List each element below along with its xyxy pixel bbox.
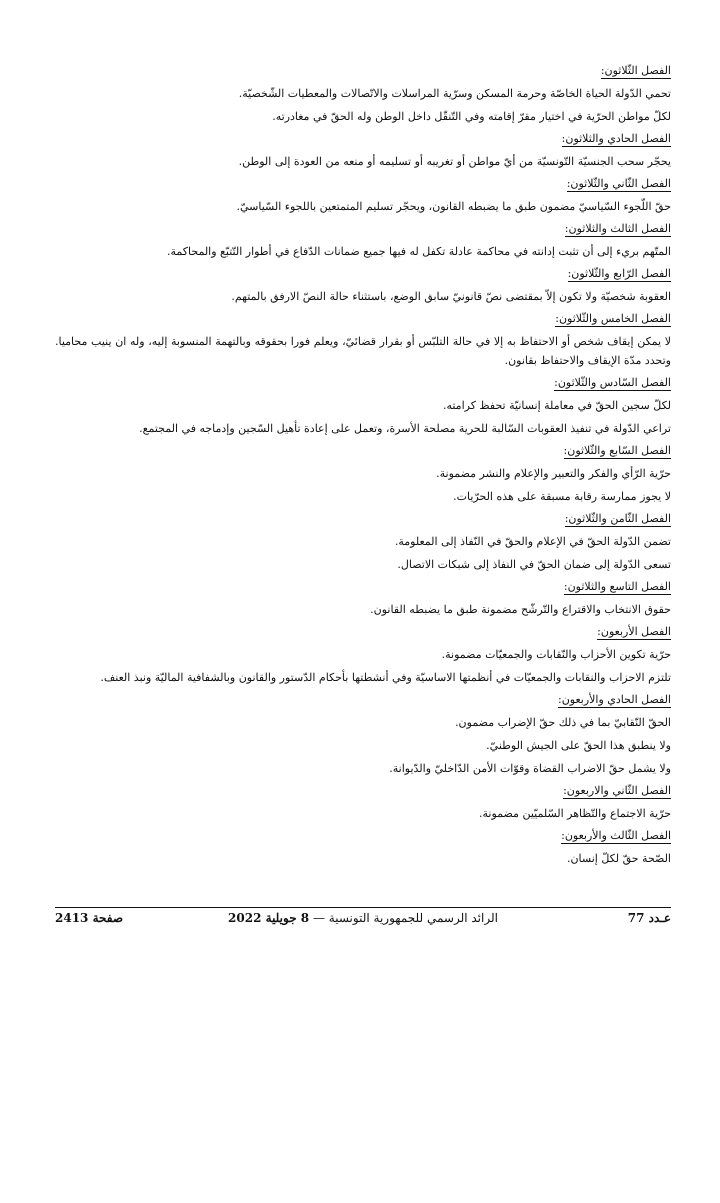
chapter (55, 218, 671, 263)
chapter-title-text: الفصل الثّاني والثّلاثون: (566, 177, 671, 190)
chapter (55, 263, 671, 308)
chapter-paragraph: تحمي الدّولة الحياة الخاصّة وحرمة المسكن وسرّية المراسلات والاتّصالات والمعطيات الشّخصيّة. (238, 87, 671, 100)
chapter (55, 372, 671, 440)
chapter-paragraph: المتّهم بريء إلى أن تثبت إدانته في محاكمة عادلة تكفل له فيها جميع ضمانات الدّفاع في أطوار التّتبّع والمحاكمة. (167, 245, 671, 258)
chapter (55, 576, 671, 621)
chapter-title (55, 308, 671, 330)
chapter-paragraph: ولا يشمل حقّ الاضراب القضاة وقوّات الأمن الدّاخليّ والدّيوانة. (389, 762, 671, 775)
chapter (55, 128, 671, 173)
chapter-title (55, 173, 671, 195)
chapter-paragraph: لكلّ سجين الحقّ في معاملة إنسانيّة تحفظ كرامته. (442, 399, 671, 412)
chapter-paragraph: العقوبة شخصيّة ولا تكون إلاّ بمقتضى نصّ قانونيّ سابق الوضع، باستثناء حالة النصّ الارفق بالمتهم. (231, 290, 671, 303)
gazette-title (228, 911, 498, 925)
page-number: صفحة 2413 (55, 911, 124, 925)
chapter-title-text: الفصل الثّالث والأربعون: (561, 829, 671, 842)
chapter-paragraph: تسعى الدّولة إلى ضمان الحقّ في النفاذ إلى شبكات الاتصال. (397, 558, 671, 571)
chapter-title-text: الفصل الرّابع والثّلاثون: (567, 267, 671, 280)
chapter-title (55, 372, 671, 394)
page-footer (55, 911, 671, 929)
chapter-title (55, 621, 671, 643)
chapter (55, 508, 671, 576)
chapter-title (55, 128, 671, 150)
chapter-title-text: الفصل الثّاني والاربعون: (563, 784, 671, 797)
chapter-title (55, 263, 671, 285)
chapter-title (55, 825, 671, 847)
chapter-title (55, 780, 671, 802)
chapter-paragraph: يحجّر سحب الجنسيّة التّونسيّة من أيّ مواطن أو تغريبه أو تسليمه أو منعه من العودة إلى الوطن. (238, 155, 671, 168)
chapter (55, 308, 671, 372)
issue-date: 8 جويلية 2022 (228, 911, 310, 925)
chapter-paragraph: حقّ اللّجوء السّياسيّ مضمون طبق ما يضبطه القانون، ويحجّر تسليم المتمتعين باللجوء السّياسيّ. (236, 200, 671, 213)
chapter-title-text: الفصل الثّامن والثّلاثون: (564, 512, 671, 525)
chapter-paragraph: الحقّ النّقابيّ بما في ذلك حقّ الإضراب مضمون. (455, 716, 671, 729)
chapter-title-text: الفصل التاسع والثلاثون: (563, 580, 671, 593)
chapter-title-text: الفصل الثّلاثون: (600, 64, 671, 77)
chapter-paragraph: لكلّ مواطن الحرّية في اختيار مقرّ إقامته وفي التّنقّل داخل الوطن وله الحقّ في مغادرته. (272, 110, 671, 123)
footer-divider (55, 907, 671, 908)
chapter-paragraph: تلتزم الاحزاب والنقابات والجمعيّات في أنظمتها الاساسيّة وفي أنشطتها بأحكام الدّستور والقانون وبالشفافية الماليّة ونبذ العنف. (100, 671, 671, 684)
chapter-title (55, 689, 671, 711)
chapter-title-text: الفصل الحادي والأربعون: (558, 693, 671, 706)
chapter-title-text: الفصل السّادس والثّلاثون: (554, 376, 671, 389)
chapter-title (55, 218, 671, 240)
chapter (55, 780, 671, 825)
chapter-paragraph: حقوق الانتخاب والاقتراع والتّرشّح مضمونة طبق ما يضبطه القانون. (370, 603, 671, 616)
chapter (55, 60, 671, 128)
chapter-paragraph: حرّية الاجتماع والتّظاهر السّلميّين مضمونة. (479, 807, 671, 820)
chapter-paragraph: حرّية تكوين الأحزاب والنّقابات والجمعيّات مضمونة. (441, 648, 671, 661)
chapter-paragraph: لا يمكن إيقاف شخص أو الاحتفاظ به إلا في حالة التلبّس أو بقرار قضائيّ، ويعلم فورا بحقوقه وبالتهمة المنسوبة إليه، وله ان ينيب محاميا. وتحدد مدّة الإيقاف والاحتفاظ بقانون. (55, 335, 671, 367)
chapter-title-text: الفصل السّابع والثّلاثون: (563, 444, 671, 457)
chapter-paragraph: ولا ينطبق هذا الحقّ على الجيش الوطنيّ. (486, 739, 671, 752)
chapter-title (55, 440, 671, 462)
chapter (55, 440, 671, 508)
chapter-title-text: الفصل الحادي والثلاثون: (561, 132, 671, 145)
chapter-paragraph: لا يجوز ممارسة رقابة مسبقة على هذه الحرّيات. (453, 490, 671, 503)
chapter-title (55, 60, 671, 82)
chapter (55, 825, 671, 870)
gazette-name: الرائد الرسمي للجمهورية التونسية — (312, 911, 498, 925)
chapter-paragraph: حرّية الرّأي والفكر والتعبير والإعلام والنشر مضمونة. (436, 467, 671, 480)
document-body (55, 60, 671, 870)
issue-number: عـدد 77 (627, 911, 671, 925)
chapter-paragraph: الصّحة حقّ لكلّ إنسان. (566, 852, 671, 865)
chapter (55, 621, 671, 689)
chapter (55, 689, 671, 780)
chapter (55, 173, 671, 218)
chapter-title-text: الفصل الثالث والثلاثون: (564, 222, 671, 235)
chapter-paragraph: تراعي الدّولة في تنفيذ العقوبات السّالبة للحرية مصلحة الأسرة، وتعمل على إعادة تأهيل السّجين وإدماجه في المجتمع. (139, 422, 671, 435)
chapter-paragraph: تضمن الدّولة الحقّ في الإعلام والحقّ في النّفاذ إلى المعلومة. (394, 535, 671, 548)
chapter-title-text: الفصل الأربعون: (597, 625, 671, 638)
chapter-title-text: الفصل الخامس والثّلاثون: (555, 312, 671, 325)
chapter-title (55, 576, 671, 598)
chapter-title (55, 508, 671, 530)
